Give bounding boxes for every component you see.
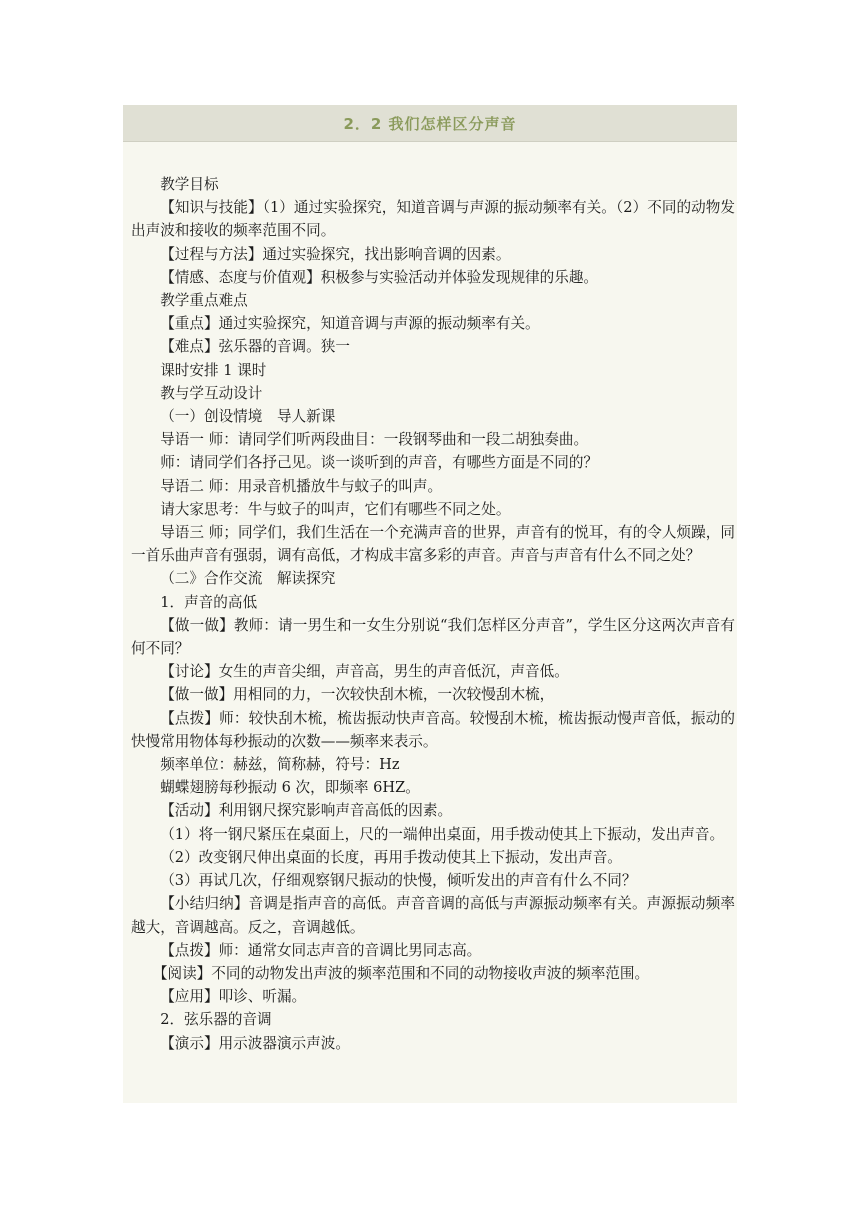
paragraph: 【知识与技能】（1）通过实验探究，知道音调与声源的振动频率有关。（2）不同的动物发出声波和接收的频率范围不同。 [131, 199, 735, 240]
paragraph: 【阅读】不同的动物发出声波的频率范围和不同的动物接收声波的频率范围。 [152, 964, 650, 982]
paragraph: 【讨论】女生的声音尖细，声音高，男生的声音低沉，声音低。 [160, 663, 569, 681]
paragraph: 请大家思考：牛与蚊子的叫声，它们有哪些不同之处。 [160, 500, 511, 518]
paragraph: 师：请同学们各抒己见。谈一谈听到的声音，有哪些方面是不同的？ [160, 454, 599, 472]
paragraph: （3）再试几次，仔细观察钢尺振动的快慢，倾听发出的声音有什么不同？ [160, 872, 637, 890]
paragraph: 课时安排 1 课时 [160, 361, 267, 379]
paragraph: 【情感、态度与价值观】积极参与实验活动并体验发现规律的乐趣。 [160, 268, 599, 286]
paragraph: 教学重点难点 [160, 292, 248, 310]
paragraph: 导语一 师：请同学们听两段曲目：一段钢琴曲和一段二胡独奏曲。 [160, 431, 589, 449]
article-body [131, 173, 735, 1055]
paragraph: 【小结归纳】音调是指声音的高低。声音音调的高低与声源振动频率有关。声源振动频率越大，音调越高。反之，音调越低。 [131, 895, 735, 936]
paragraph: 【做一做】教师：请一男生和一女生分别说“我们怎样区分声音”，学生区分这两次声音有何不同？ [131, 616, 735, 658]
paragraph: 【点拨】师：通常女同志声音的音调比男同志高。 [160, 941, 482, 959]
paragraph: 1．声音的高低 [160, 593, 258, 611]
article-title: 2．2 我们怎样区分声音 [343, 114, 517, 133]
paragraph: 频率单位：赫兹，简称赫，符号：Hz [160, 756, 400, 774]
paragraph: （一）创设情境 导人新课 [160, 408, 336, 426]
paragraph: 教与学互动设计 [160, 384, 263, 402]
paragraph: 蝴蝶翅膀每秒振动 6 次，即频率 6HZ。 [160, 779, 420, 797]
paragraph: 【应用】叩诊、听漏。 [160, 988, 307, 1006]
paragraph: 导语二 师：用录音机播放牛与蚊子的叫声。 [160, 477, 443, 495]
paragraph: 【演示】用示波器演示声波。 [160, 1034, 350, 1052]
paragraph: （1）将一钢尺紧压在桌面上，尺的一端伸出桌面，用手拨动使其上下振动，发出声音。 [160, 825, 725, 843]
paragraph: 【点拨】师：较快刮木梳，梳齿振动快声音高。较慢刮木梳，梳齿振动慢声音低，振动的快慢常用物体每秒振动的次数——频率来表示。 [131, 709, 735, 750]
title-bar [123, 105, 737, 142]
paragraph: 【做一做】用相同的力，一次较快刮木梳，一次较慢刮木梳， [160, 686, 555, 704]
paragraph: 2．弦乐器的音调 [160, 1011, 272, 1029]
paragraph: 【过程与方法】通过实验探究，找出影响音调的因素。 [160, 245, 511, 263]
paragraph: （二》合作交流 解读探究 [160, 570, 336, 588]
paragraph: 【重点】通过实验探究，知道音调与声源的振动频率有关。 [160, 315, 540, 333]
paragraph: 导语三 师；同学们，我们生活在一个充满声音的世界，声音有的悦耳，有的令人烦躁，同一首乐曲声音有强弱，调有高低，才构成丰富多彩的声音。声音与声音有什么不同之处？ [131, 524, 735, 565]
paragraph: 【难点】弦乐器的音调。狭一 [160, 338, 350, 356]
paragraph: （2）改变钢尺伸出桌面的长度，再用手拨动使其上下振动，发出声音。 [160, 848, 622, 866]
paragraph: 教学目标 [160, 176, 219, 193]
paragraph: 【活动】利用钢尺探究影响声音高低的因素。 [160, 802, 453, 820]
